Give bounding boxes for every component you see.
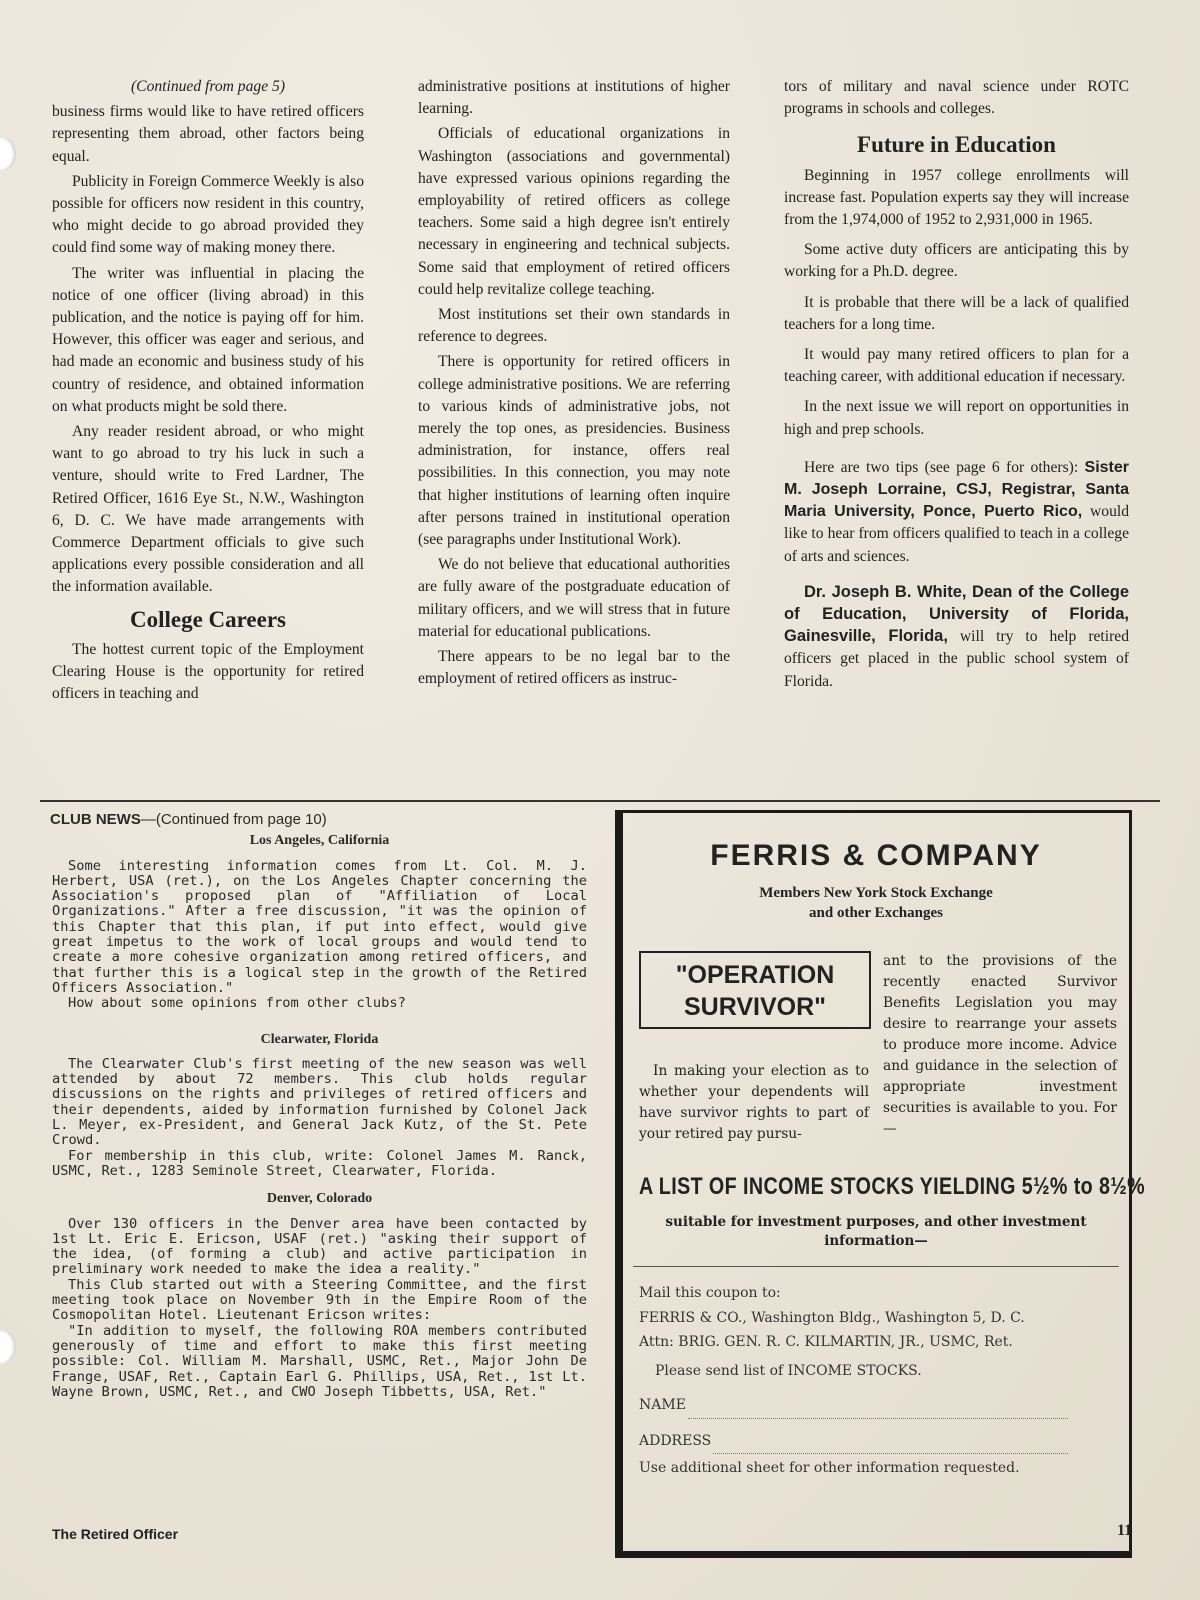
company-name: FERRIS & COMPANY bbox=[710, 839, 1042, 872]
club-heading: Los Angeles, California bbox=[249, 833, 390, 849]
please-send: Please send list of INCOME STOCKS. bbox=[655, 1362, 922, 1379]
club-paragraph: Over 130 officers in the Denver area have been contacted by 1st Lt. Eric E. Ericson, USAF (ret.) "asking their support of the idea, (of forming a club) and active participation in preliminary work needed to make the idea a reality." bbox=[52, 1215, 587, 1278]
club-news-continued: —(Continued from page 10) bbox=[140, 811, 327, 828]
ad-right-text: ant to the provisions of the recently enacted Survivor Benefits Legislation you may desire to rearrange your assets to produce more income. Advice and guidance in the selection of appropriate investment securities is available to you. For— bbox=[883, 953, 1117, 1137]
mail-coupon bbox=[639, 1281, 1113, 1481]
club-heading: Denver, Colorado bbox=[266, 1191, 373, 1207]
club-news-section bbox=[52, 812, 587, 1400]
tip-1-text: would like to hear from officers qualified to teach in a college of arts and sciences. bbox=[784, 503, 1130, 565]
club-paragraph: This Club started out with a Steering Committee, and the first meeting took place on November 9th in the Empire Room of the Cosmopolitan Hotel. Lieutenant Ericson writes: bbox=[52, 1276, 587, 1324]
article-column-2 bbox=[418, 76, 730, 690]
mail-to: Mail this coupon to: bbox=[639, 1285, 781, 1301]
article-paragraph: We do not believe that educational authorities are fully aware of the postgraduate education of military officers, and we will stress that in future material for educational publications. bbox=[418, 556, 730, 640]
address-label: ADDRESS bbox=[639, 1432, 712, 1449]
article-paragraph: The writer was influential in placing the notice of one officer (living abroad) in this publication, and the notice is paying off for him. However, this officer was eager and serious, and had made an economic and business study of his country of residence, and obtained information on what products might be sold there. bbox=[52, 264, 364, 415]
tip-1-name: Sister M. Joseph Lorraine, CSJ, Registrar, Santa Maria University, Ponce, Puerto Rico, bbox=[784, 458, 1129, 521]
article-paragraph: It is probable that there will be a lack of qualified teachers for a long time. bbox=[784, 293, 1129, 333]
page-number: 11 bbox=[1117, 1522, 1133, 1539]
club-paragraph: How about some opinions from other clubs? bbox=[68, 995, 406, 1012]
article-paragraph: There is opportunity for retired officers in college administrative positions. We are referring to various kinds of administrative jobs, not merely the top ones, as presidencies. Business administration, for instance, offers real possibilities. In this connection, you may note that higher institutions of learning often inquire after persons trained in institutional operation (see paragraphs under Institutional Work). bbox=[418, 353, 730, 549]
tip-1 bbox=[784, 457, 1129, 568]
article-paragraph: Beginning in 1957 college enrollments will increase fast. Population experts say they will increase from the 1,974,000 of 1952 to 2,931,000 in 1965. bbox=[784, 166, 1129, 229]
additional-sheet-note: Use additional sheet for other information requested. bbox=[639, 1460, 1020, 1476]
club-paragraph: Some interesting information comes from Lt. Col. M. J. Herbert, USA (ret.), on the Los Angeles Chapter concerning the Association's proposed plan of "Affiliation of Local Organizations." After a free discussion, "it was the opinion of this Chapter that this plan, if put into effect, would give great impetus to the work of local groups and would tend to create a more cohesive organization among retired officers, and that further this is a logical step in the growth of the Retired Officers Association." bbox=[52, 857, 587, 996]
address-field[interactable] bbox=[639, 1429, 1113, 1455]
club-news-title: CLUB NEWS bbox=[50, 811, 141, 828]
binder-hole bbox=[0, 1330, 16, 1364]
club-paragraph: For membership in this club, write: Colonel James M. Ranck, USMC, Ret., 1283 Seminole Street, Clearwater, Florida. bbox=[52, 1147, 587, 1179]
article-paragraph: Officials of educational organizations in Washington (associations and governmental) have expressed various opinions regarding the employability of retired officers as college teachers. Some said a high degree isn't entirely necessary in engineering and technical subjects. Some said that employment of retired officers could help revitalize college teaching. bbox=[418, 125, 730, 298]
operation-survivor-box bbox=[639, 951, 871, 1029]
name-field[interactable] bbox=[639, 1393, 1113, 1419]
club-news-header bbox=[50, 812, 587, 827]
continued-note: (Continued from page 5) bbox=[130, 78, 286, 95]
article-paragraph: administrative positions at institutions of higher learning. bbox=[418, 78, 730, 118]
future-in-education-heading: Future in Education bbox=[857, 132, 1056, 158]
members-line-1: Members New York Stock Exchange bbox=[759, 885, 993, 901]
article-column-1 bbox=[52, 76, 364, 705]
article-paragraph: There appears to be no legal bar to the employment of retired officers as instruc- bbox=[418, 648, 730, 688]
club-paragraph: "In addition to myself, the following ROA members contributed generously of time and effort to make this first meeting possible: Col. William M. Marshall, USMC, Ret., Major John De Frange, USAF, Ret., Captain Earl G. Phillips, USA, Ret., 1st Lt. Wayne Brown, USMC, Ret., and CWO Joseph Tibbetts, USA, Ret." bbox=[52, 1322, 587, 1400]
address-line[interactable] bbox=[713, 1429, 1068, 1455]
article-paragraph: In the next issue we will report on opportunities in high and prep schools. bbox=[784, 398, 1129, 438]
club-paragraph: The Clearwater Club's first meeting of the new season was well attended by about 72 members. This club holds regular discussions on the rights and privileges of retired officers and their dependents, aided by information furnished by Colonel Jack L. Meyer, ex-President, and General Jack Kutz, of the St. Pete Crowd. bbox=[52, 1055, 587, 1149]
operation-line-1: "OPERATION bbox=[675, 961, 835, 989]
article-paragraph: tors of military and naval science under ROTC programs in schools and colleges. bbox=[784, 78, 1129, 118]
company-address: FERRIS & CO., Washington Bldg., Washington 5, D. C. bbox=[639, 1309, 1025, 1326]
article-paragraph: Publicity in Foreign Commerce Weekly is also possible for officers now resident in this country, who might decide to go abroad provided they could find some way of making money there. bbox=[52, 172, 364, 257]
club-heading: Clearwater, Florida bbox=[260, 1031, 379, 1047]
article-paragraph: It would pay many retired officers to plan for a teaching career, with additional education if necessary. bbox=[784, 346, 1129, 386]
tips-intro: Here are two tips (see page 6 for others): bbox=[804, 458, 1079, 476]
article-paragraph: Most institutions set their own standards in reference to degrees. bbox=[418, 306, 730, 346]
tip-2-text: will try to help retired officers get placed in the public school system of Florida. bbox=[784, 628, 1130, 690]
article-paragraph: business firms would like to have retired officers representing them abroad, other factors being equal. bbox=[52, 103, 364, 165]
tip-2 bbox=[784, 582, 1129, 693]
suitable-text: suitable for investment purposes, and other investment information— bbox=[665, 1214, 1087, 1249]
income-stocks-heading: A LIST OF INCOME STOCKS YIELDING 5½% to 8½% bbox=[639, 1173, 1146, 1200]
binder-hole bbox=[0, 137, 16, 171]
article-paragraph: The hottest current topic of the Employment Clearing House is the opportunity for retired officers in teaching and bbox=[52, 640, 364, 703]
article-paragraph: Some active duty officers are anticipating this by working for a Ph.D. degree. bbox=[784, 241, 1129, 281]
members-line-2: and other Exchanges bbox=[809, 905, 943, 921]
attention-line: Attn: BRIG. GEN. R. C. KILMARTIN, JR., USMC, Ret. bbox=[639, 1334, 1013, 1350]
section-divider bbox=[40, 800, 1160, 802]
members-line bbox=[639, 883, 1113, 923]
tip-2-name: Dr. Joseph B. White, Dean of the College of Education, University of Florida, Gainesville, Florida, bbox=[784, 582, 1129, 646]
name-label: NAME bbox=[639, 1397, 686, 1413]
article-column-3 bbox=[784, 76, 1129, 693]
name-line[interactable] bbox=[688, 1393, 1068, 1419]
publication-name: The Retired Officer bbox=[52, 1526, 179, 1542]
operation-line-2: SURVIVOR" bbox=[684, 993, 826, 1021]
ad-left-text: In making your election as to whether your dependents will have survivor rights to part of your retired pay pursu- bbox=[639, 1063, 869, 1142]
coupon-divider bbox=[633, 1266, 1119, 1267]
college-careers-heading: College Careers bbox=[129, 606, 287, 632]
ferris-advertisement bbox=[615, 810, 1146, 1558]
article-paragraph: Any reader resident abroad, or who might want to go abroad to try his luck in such a venture, should write to Fred Lardner, The Retired Officer, 1616 Eye St., N.W., Washington 6, D. C. We have made arrangements with Commerce Department officials to give such applications every possible consideration and all the information available. bbox=[52, 423, 364, 596]
